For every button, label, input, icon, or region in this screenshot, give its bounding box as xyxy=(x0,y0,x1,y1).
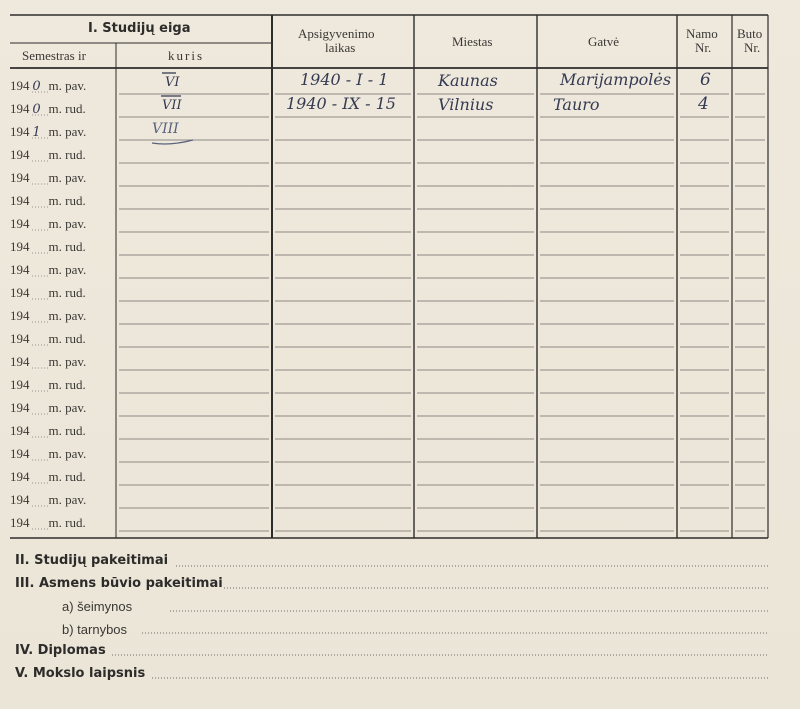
section-diplomas: IV. Diplomas xyxy=(15,643,106,658)
header-semestras: Semestras ir xyxy=(22,48,86,63)
row-term: m. pav. xyxy=(48,124,87,139)
row-year-handwritten: 0 xyxy=(32,79,41,94)
row-term: m. pav. xyxy=(48,170,87,185)
row-year: 194 xyxy=(10,147,30,162)
row-year: 194 xyxy=(10,170,30,185)
row-term: m. pav. xyxy=(48,308,87,323)
header-gatve: Gatvė xyxy=(588,34,620,49)
row-year: 194 xyxy=(10,193,30,208)
row-term: m. rud. xyxy=(48,193,86,208)
row-year: 194 xyxy=(10,377,30,392)
handwritten-date-row2: 1940 - IX - 15 xyxy=(286,94,396,113)
section-title-studiju-eiga: I. Studijų eiga xyxy=(88,21,191,36)
row-term: m. pav. xyxy=(48,446,87,461)
section-mokslo-laipsnis: V. Mokslo laipsnis xyxy=(15,666,146,681)
row-year: 194 xyxy=(10,216,30,231)
header-apsigyvenimo: Apsigyvenimo xyxy=(298,26,375,41)
row-term: m. rud. xyxy=(48,239,86,254)
handwritten-city-row1: Kaunas xyxy=(438,71,498,90)
handwritten-street-row1: Marijampolės xyxy=(560,70,672,89)
row-term: m. pav. xyxy=(48,216,87,231)
header-buto-nr: Nr. xyxy=(744,40,761,55)
row-year-handwritten: 0 xyxy=(32,102,41,117)
handwritten-house-row2: 4 xyxy=(698,94,709,114)
row-term: m. pav. xyxy=(48,492,87,507)
row-term: m. rud. xyxy=(48,101,86,116)
row-term: m. pav. xyxy=(48,400,87,415)
row-term: m. rud. xyxy=(48,515,86,530)
row-term: m. rud. xyxy=(48,147,86,162)
handwritten-city-row2: Vilnius xyxy=(438,95,494,114)
header-namo: Namo xyxy=(686,26,718,41)
handwritten-house-row1: 6 xyxy=(700,70,711,90)
section-studiju-pakeitimai: II. Studijų pakeitimai xyxy=(15,553,169,568)
row-year: 194 xyxy=(10,308,30,323)
row-term: m. pav. xyxy=(48,354,87,369)
handwritten-kuris-row1: VI xyxy=(165,75,180,90)
row-term: m. rud. xyxy=(48,423,86,438)
row-year: 194 xyxy=(10,285,30,300)
section-seimynos: a) šeimynos xyxy=(62,599,133,614)
handwritten-street-row2: Tauro xyxy=(553,95,600,114)
row-year: 194 xyxy=(10,78,30,93)
header-namo-nr: Nr. xyxy=(695,40,712,55)
handwritten-kuris-row3: VIII xyxy=(152,121,179,137)
header-buto: Buto xyxy=(737,26,763,41)
section-asmens-buvio: III. Asmens būvio pakeitimai xyxy=(15,576,223,591)
row-year: 194 xyxy=(10,469,30,484)
row-year: 194 xyxy=(10,124,30,139)
row-year: 194 xyxy=(10,354,30,369)
handwritten-kuris-row2: VII xyxy=(162,98,182,113)
header-kuris: kuris xyxy=(168,48,204,63)
row-term: m. rud. xyxy=(48,331,86,346)
row-year: 194 xyxy=(10,101,30,116)
row-year: 194 xyxy=(10,400,30,415)
row-term: m. rud. xyxy=(48,469,86,484)
row-term: m. pav. xyxy=(48,262,87,277)
handwritten-date-row1: 1940 - I - 1 xyxy=(300,70,389,89)
row-year: 194 xyxy=(10,515,30,530)
row-year: 194 xyxy=(10,331,30,346)
row-term: m. rud. xyxy=(48,377,86,392)
header-laikas: laikas xyxy=(325,40,356,55)
row-term: m. rud. xyxy=(48,285,86,300)
row-term: m. pav. xyxy=(48,78,87,93)
row-year: 194 xyxy=(10,262,30,277)
row-year: 194 xyxy=(10,239,30,254)
header-miestas: Miestas xyxy=(452,34,493,49)
row-year-handwritten: 1 xyxy=(32,125,41,140)
row-year: 194 xyxy=(10,446,30,461)
section-tarnybos: b) tarnybos xyxy=(62,622,128,637)
row-year: 194 xyxy=(10,492,30,507)
row-year: 194 xyxy=(10,423,30,438)
